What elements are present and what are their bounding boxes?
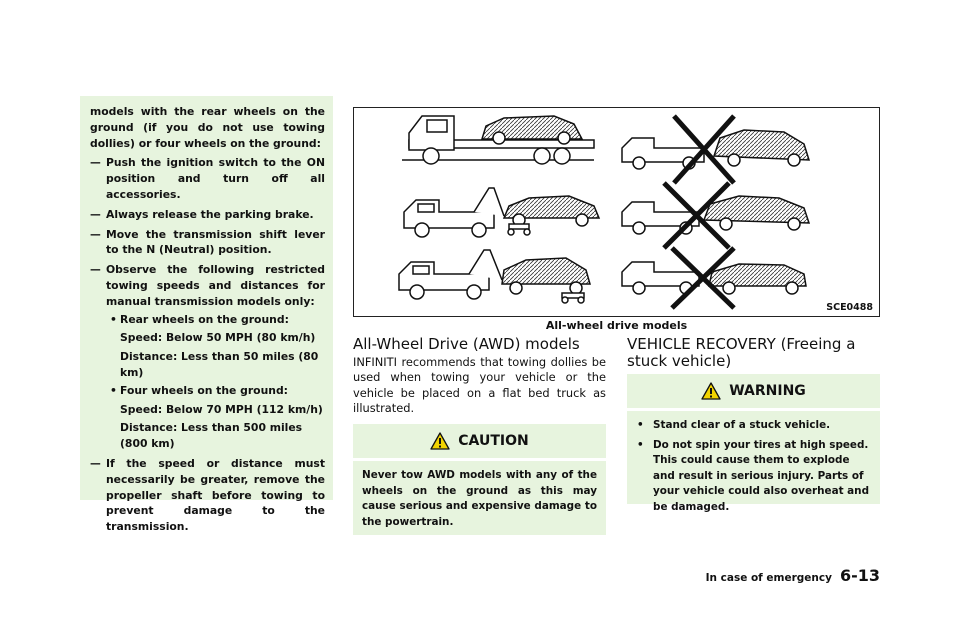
dash-mark: — <box>90 227 101 241</box>
dash-mark: — <box>90 207 101 221</box>
warning-list <box>627 411 880 515</box>
warning-item <box>637 438 871 516</box>
rear-wheels-title: Rear wheels on the ground: <box>120 312 289 326</box>
towing-drawings <box>354 108 881 318</box>
warning-triangle-icon <box>430 432 450 450</box>
step-text: If the speed or distance must necessarily be greater, remove the propeller shaft before towing to prevent damage to the transmission. <box>106 456 325 534</box>
prohibited-tow-2 <box>622 183 809 248</box>
step-shift-lever <box>90 227 325 259</box>
rear-speed: Speed: Below 50 MPH (80 km/h) <box>120 331 316 345</box>
warning-header <box>627 374 880 408</box>
recovery-heading: VEHICLE RECOVERY (Freeing a stuck vehicle) <box>627 335 856 370</box>
warning-triangle-icon <box>701 382 721 400</box>
page-number: 6-13 <box>839 566 880 585</box>
bullet: • <box>110 383 117 397</box>
dash-mark: — <box>90 263 101 277</box>
step-ignition <box>90 155 325 202</box>
wheel-lift-tow-drawing <box>399 250 590 303</box>
page-footer <box>706 566 880 585</box>
bullet: • <box>637 438 644 451</box>
towing-procedure-panel <box>80 96 333 534</box>
intro-text: models with the rear wheels on the ground (if you do not use towing dollies) or four wheels on the ground: <box>90 105 325 150</box>
dash-mark: — <box>90 156 101 170</box>
step-parking-brake <box>90 207 325 223</box>
rear-distance: Distance: Less than 50 miles (80 km) <box>120 350 319 379</box>
bullet: • <box>637 419 644 431</box>
dash-mark: — <box>90 456 101 470</box>
step-propeller-shaft <box>90 456 325 535</box>
caution-text: Never tow AWD models with any of the wheels on the ground as this may cause serious and expensive damage to the powertrain. <box>362 469 597 528</box>
warning-item <box>637 418 871 434</box>
step-text: Push the ignition switch to the ON position and turn off all accessories. <box>106 156 325 201</box>
four-distance: Distance: Less than 500 miles (800 km) <box>120 421 303 451</box>
four-wheels-title: Four wheels on the ground: <box>120 383 288 397</box>
four-speed: Speed: Below 70 MPH (112 km/h) <box>120 402 323 416</box>
warning-box <box>627 374 880 513</box>
four-wheels-item <box>90 383 325 399</box>
flatbed-truck-drawing <box>402 116 594 164</box>
towing-illustration <box>353 107 880 317</box>
caution-header <box>353 424 606 458</box>
step-restricted-speeds <box>90 262 325 309</box>
warning-item-text: Stand clear of a stuck vehicle. <box>653 419 831 431</box>
section-name: In case of emergency <box>705 572 832 584</box>
prohibited-tow-1 <box>622 116 809 183</box>
bullet: • <box>110 312 117 326</box>
step-text: Move the transmission shift lever to the N (Neutral) position. <box>106 227 325 257</box>
rear-wheels-item <box>90 312 325 328</box>
caution-label: CAUTION <box>458 433 529 449</box>
prohibited-tow-3 <box>622 248 806 308</box>
warning-label: WARNING <box>729 383 806 399</box>
caution-box <box>353 424 606 535</box>
step-text: Observe the following restricted towing speeds and distances for manual transmission models only: <box>106 263 325 308</box>
dolly-tow-drawing <box>404 188 599 237</box>
step-text: Always release the parking brake. <box>106 207 314 221</box>
awd-heading: All-Wheel Drive (AWD) models <box>353 335 580 353</box>
figure-code: SCE0488 <box>826 302 873 313</box>
warning-item-text: Do not spin your tires at high speed. This could cause them to explode and result in serious injury. Parts of your vehicle could also overheat and be damaged. <box>653 438 870 513</box>
figure-caption: All-wheel drive models <box>545 319 688 332</box>
awd-body: INFINITI recommends that towing dollies be used when towing your vehicle or the vehicle be placed on a flat bed truck as illustrated. <box>353 355 606 415</box>
